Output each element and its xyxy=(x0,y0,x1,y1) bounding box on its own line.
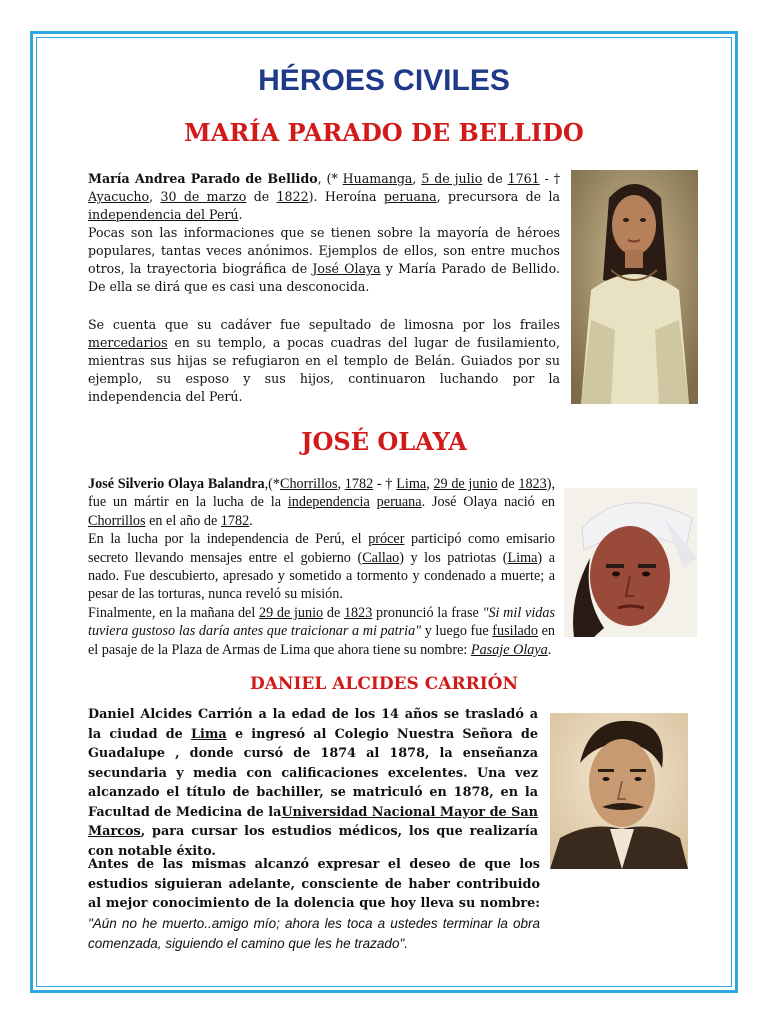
link-year-1782-2[interactable]: 1782 xyxy=(220,512,250,529)
text: pronunció la frase xyxy=(372,604,483,621)
link-lima[interactable]: Lima xyxy=(396,476,427,492)
text: de xyxy=(246,189,277,204)
page-title: HÉROES CIVILES xyxy=(258,64,510,97)
olaya-full-name: José Silverio Olaya Balandra xyxy=(88,476,265,492)
maria-paragraph-3 xyxy=(88,316,560,406)
text: en el pasaje de la Plaza de Armas de Lima que ahora tiene su nombre: xyxy=(88,623,555,658)
text: , xyxy=(412,171,422,186)
link-year-1823[interactable]: 1823 xyxy=(518,476,547,492)
link-year-1782[interactable]: 1782 xyxy=(344,476,374,492)
text: en el año de xyxy=(145,512,221,529)
link-fusilado[interactable]: fusilado xyxy=(492,623,538,640)
link-unmsm[interactable]: Universidad Nacional Mayor de San Marcos xyxy=(88,804,538,839)
text: . xyxy=(547,641,552,658)
maria-full-name: María Andrea Parado de Bellido xyxy=(88,171,318,186)
link-lima-carrion[interactable]: Lima xyxy=(191,726,227,742)
text: y luego fue xyxy=(421,623,493,640)
link-ayacucho[interactable]: Ayacucho xyxy=(88,189,150,204)
link-date-29-junio[interactable]: 29 de junio xyxy=(433,476,498,492)
text: ) y los patriotas ( xyxy=(399,549,508,566)
heading-jose-olaya: JOSÉ OLAYA xyxy=(301,427,467,456)
link-pasaje-olaya[interactable]: Pasaje Olaya xyxy=(470,641,548,658)
text: , xyxy=(426,476,434,492)
text: . José Olaya nació en xyxy=(421,494,555,511)
text: y María Parado de Bellido. De ella se dirá que es casi una desconocida. xyxy=(88,261,560,294)
link-mercedarios[interactable]: mercedarios xyxy=(88,335,168,350)
maria-paragraph-1 xyxy=(88,170,560,296)
text: ,(* xyxy=(264,476,280,492)
link-date-death[interactable]: 30 de marzo xyxy=(160,189,247,204)
text: de xyxy=(323,604,344,621)
olaya-paragraph-1 xyxy=(88,475,555,659)
jose-olaya-portrait xyxy=(564,488,697,637)
link-year-1761[interactable]: 1761 xyxy=(507,171,540,186)
text: de xyxy=(482,171,508,186)
text: participó como emisario secreto llevando mensajes entre el gobierno ( xyxy=(88,531,555,566)
text: ). Heroína xyxy=(308,189,384,204)
text: Finalmente, en la mañana del xyxy=(88,604,259,621)
olaya-quote: "Si mil vidas tuviera gustoso las daría antes que traicionar a mi patria" xyxy=(88,604,555,640)
link-procer[interactable]: prócer xyxy=(368,531,405,548)
link-peruana-olaya[interactable]: peruana xyxy=(376,494,422,511)
text: , para cursar los estudios médicos, los que realizaría con notable éxito. xyxy=(88,824,538,859)
text: , (* xyxy=(317,171,343,186)
text: , xyxy=(337,476,345,492)
link-year-1822[interactable]: 1822 xyxy=(276,189,309,204)
carrion-paragraph-2 xyxy=(88,855,540,955)
link-lima-2[interactable]: Lima xyxy=(507,549,538,566)
text: en su templo, a pocas cuadras del lugar de fusilamiento, mientras sus hijas se refugiaron en el templo de Belán. Guiados por su ejemplo, su esposo y sus hijos, continuaron luchando por la independencia del Perú. xyxy=(88,335,560,404)
text: e ingresó al Colegio Nuestra Señora de Guadalupe , donde cursó de 1874 al 1878, la enseñanza secundaria y media con calificaciones excelentes. Una vez alcanzado el título de bachiller, se matriculó en 1878, en la Facultad de Medicina de la xyxy=(88,726,538,820)
text: Antes de las mismas alcanzó expresar el deseo de que los estudios siguieran adelante, consciente de haber contribuido al mejor conocimiento de la dolencia que hoy lleva su nombre: xyxy=(88,857,540,911)
link-independencia-peru[interactable]: independencia del Perú xyxy=(88,207,239,222)
heading-daniel-carrion: DANIEL ALCIDES CARRIÓN xyxy=(249,674,519,694)
text: . xyxy=(249,512,253,529)
text: . xyxy=(238,207,243,222)
carrion-quote: "Aún no he muerto..amigo mío; ahora les toca a ustedes terminar la obra comenzada, siguiendo el camino que les he trazado". xyxy=(88,915,540,951)
maria-parado-portrait xyxy=(571,170,698,404)
carrion-paragraph-1 xyxy=(88,705,538,861)
text: - † xyxy=(539,171,560,186)
text: , precursora de la xyxy=(436,189,560,204)
link-chorrillos[interactable]: Chorrillos xyxy=(280,476,338,492)
text: Se cuenta que su cadáver fue sepultado de limosna por los frailes xyxy=(88,317,560,332)
text: ), fue un mártir en la lucha de la xyxy=(88,476,556,511)
link-independencia[interactable]: independencia xyxy=(287,494,370,511)
text: , xyxy=(149,189,161,204)
link-date-birth[interactable]: 5 de julio xyxy=(421,171,483,186)
link-year-1823-2[interactable]: 1823 xyxy=(343,604,373,621)
link-date-29-junio-2[interactable]: 29 de junio xyxy=(258,604,324,621)
daniel-carrion-portrait xyxy=(550,713,688,869)
link-callao[interactable]: Callao xyxy=(362,549,400,566)
heading-maria-parado: MARÍA PARADO DE BELLIDO xyxy=(184,118,584,147)
link-huamanga[interactable]: Huamanga xyxy=(342,171,413,186)
link-jose-olaya[interactable]: José Olaya xyxy=(312,261,381,276)
link-peruana[interactable]: peruana xyxy=(383,189,437,204)
text: - † xyxy=(373,476,397,492)
text: En la lucha por la independencia de Perú, el xyxy=(88,531,369,548)
text xyxy=(370,494,377,510)
text: Pocas son las informaciones que se tienen sobre la mayoría de héroes populares, tantas veces anónimos. Ejemplos de ellos, son entre muchos otros, la trayectoria biográfica de xyxy=(88,225,560,276)
text: de xyxy=(497,476,519,492)
text: Daniel Alcides Carrión a la edad de los 14 años se trasladó a la ciudad de xyxy=(88,707,538,742)
link-chorrillos-2[interactable]: Chorrillos xyxy=(88,512,146,529)
text: ) a nado. Fue descubierto, apresado y sometido a tormento y condenado a muerte; a pesar de las torturas, nunca reveló su misión. xyxy=(88,549,556,603)
